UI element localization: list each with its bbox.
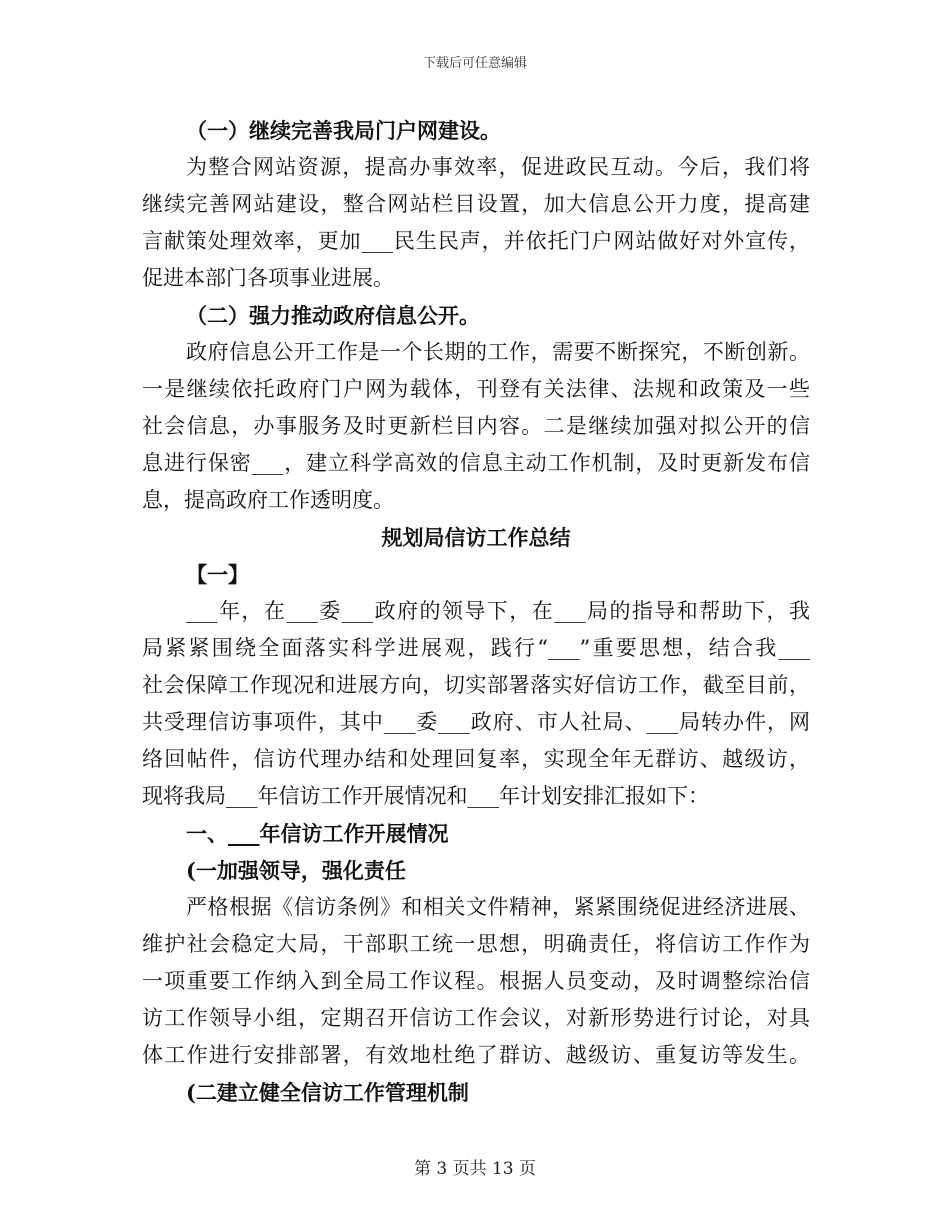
paragraph-line: 局紧紧围绕全面落实科学进展观，践行“___”重要思想，结合我___ (142, 636, 810, 660)
paragraph-line: 一是继续依托政府门户网为载体，刊登有关法律、法规和政策及一些 (142, 377, 810, 401)
document-body (142, 112, 810, 1111)
subsection-heading: (一加强领导，强化责任 (186, 858, 406, 883)
header-note: 下载后可任意编辑 (422, 56, 527, 71)
paragraph-line: 维护社会稳定大局，干部职工统一思想，明确责任，将信访工作作为 (142, 932, 810, 956)
section-heading: （一）继续完善我局门户网建设。 (186, 118, 501, 143)
paragraph-line: 络回帖件，信访代理办结和处理回复率，实现全年无群访、越级访， (142, 747, 810, 771)
part-marker: 【一】 (186, 562, 249, 587)
subsection-heading: (二建立健全信访工作管理机制 (186, 1080, 469, 1105)
paragraph-line: 现将我局___年信访工作开展情况和___年计划安排汇报如下： (142, 784, 709, 808)
paragraph-line: 继续完善网站建设，整合网站栏目设置，加大信息公开力度，提高建 (142, 192, 810, 216)
paragraph-line: 政府信息公开工作是一个长期的工作，需要不断探究，不断创新。 (186, 340, 810, 364)
page-footer: 第 3 页共 13 页 (413, 1159, 537, 1179)
paragraph-line: 体工作进行安排部署，有效地杜绝了群访、越级访、重复访等发生。 (142, 1043, 810, 1067)
paragraph-line: 为整合网站资源，提高办事效率，促进政民互动。今后，我们将 (186, 155, 810, 179)
section-heading: 一、___年信访工作开展情况 (186, 821, 449, 846)
document-title: 规划局信访工作总结 (381, 525, 571, 550)
paragraph-line: 访工作领导小组，定期召开信访工作会议，对新形势进行讨论，对具 (142, 1006, 810, 1030)
paragraph-line: 促进本部门各项事业进展。 (142, 266, 394, 290)
paragraph-line: 言献策处理效率，更加___民生民声，并依托门户网站做好对外宣传， (142, 229, 810, 253)
paragraph-line: 社会保障工作现况和进展方向，切实部署落实好信访工作，截至目前， (142, 673, 810, 697)
paragraph-line: 严格根据《信访条例》和相关文件精神，紧紧围绕促进经济进展、 (186, 895, 810, 919)
paragraph-line: ___年，在___委___政府的领导下，在___局的指导和帮助下，我 (186, 599, 810, 623)
paragraph-line: 息进行保密___，建立科学高效的信息主动工作机制，及时更新发布信 (142, 451, 810, 475)
paragraph-line: 息，提高政府工作透明度。 (142, 488, 394, 512)
paragraph-line: 社会信息，办事服务及时更新栏目内容。二是继续加强对拟公开的信 (142, 414, 810, 438)
section-heading: （二）强力推动政府信息公开。 (186, 303, 480, 328)
paragraph-line: 共受理信访事项件，其中___委___政府、市人社局、___局转办件，网 (142, 710, 810, 734)
paragraph-line: 一项重要工作纳入到全局工作议程。根据人员变动，及时调整综治信 (142, 969, 810, 993)
